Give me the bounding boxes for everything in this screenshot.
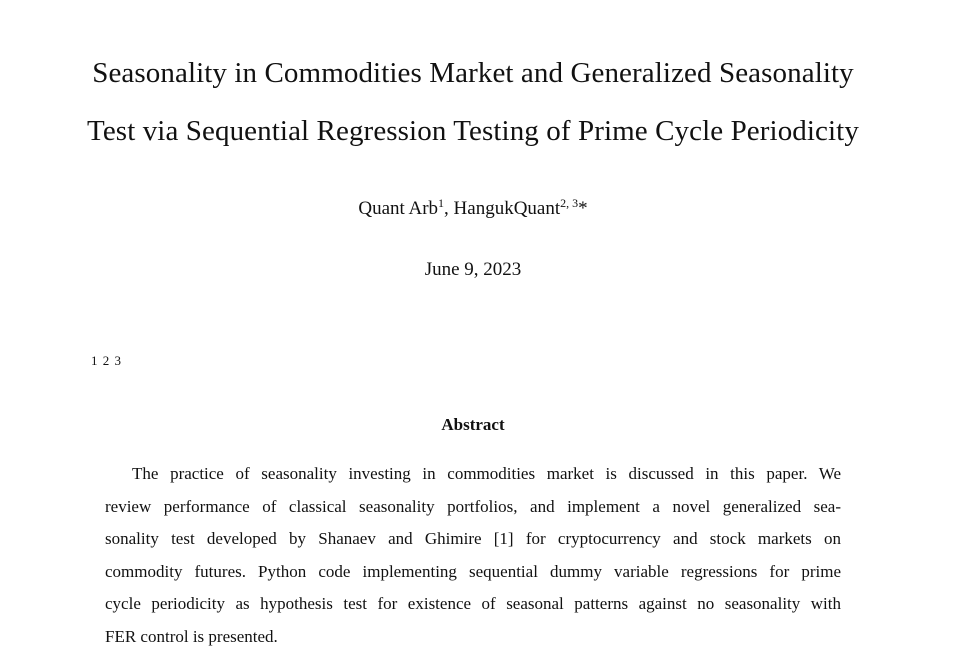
footnote-marks: 1 2 3	[91, 353, 121, 368]
abstract-line: FER control is presented.	[105, 626, 278, 646]
author-name-1: Quant Arb	[358, 198, 439, 219]
author-name-2: HangukQuant	[453, 198, 561, 219]
author-separator: ,	[444, 198, 454, 219]
abstract-line: commodity futures. Python code implementing sequential dummy variable regressions for prime	[105, 561, 841, 581]
abstract-line: The practice of seasonality investing in commodities market is discussed in this paper. We	[132, 464, 841, 483]
abstract-line: cycle periodicity as hypothesis test for existence of seasonal patterns against no seasonality with	[105, 594, 841, 613]
corresponding-author-mark: *	[578, 198, 588, 219]
author-affiliation-1: 1	[438, 196, 445, 210]
paper-title-line-1: Seasonality in Commodities Market and Generalized Seasonality	[92, 57, 854, 89]
abstract-line: sonality test developed by Shanaev and Ghimire [1] for cryptocurrency and stock markets on	[105, 529, 841, 548]
paper-title-line-2: Test via Sequential Regression Testing of Prime Cycle Periodicity	[87, 115, 859, 147]
abstract-body	[105, 458, 841, 653]
author-affiliation-2: 2, 3	[560, 196, 579, 210]
author-list	[0, 197, 946, 221]
paper-date: June 9, 2023	[424, 259, 522, 280]
abstract-line: review performance of classical seasonality portfolios, and implement a novel generalized sea-	[105, 496, 841, 516]
abstract-heading: Abstract	[441, 415, 505, 434]
